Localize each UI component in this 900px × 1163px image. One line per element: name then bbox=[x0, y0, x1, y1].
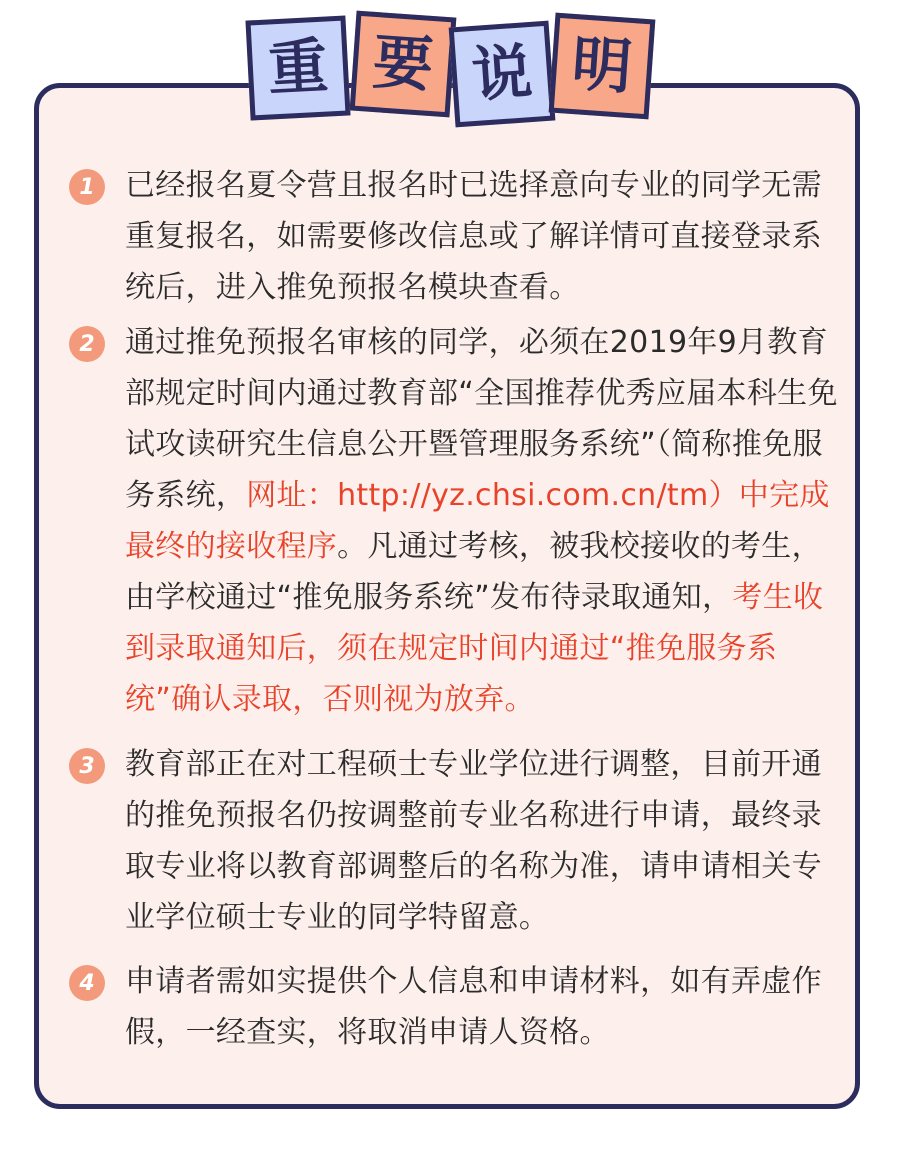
number-badge: 3 bbox=[69, 748, 105, 784]
item-text bbox=[125, 956, 845, 1058]
highlight-url-segment: 网址：http://yz.chsi.com.cn/tm）中完成最终的接收程序 bbox=[125, 478, 830, 564]
item-text bbox=[125, 160, 845, 313]
number-badge: 1 bbox=[69, 169, 105, 205]
item-text bbox=[125, 739, 845, 943]
item-text bbox=[125, 317, 845, 725]
number-badge: 2 bbox=[69, 326, 105, 362]
title-char-2: 要 bbox=[350, 11, 457, 118]
text-segment: 申请者需如实提供个人信息和申请材料，如有弄虚作假，一经查实，将取消申请人资格。 bbox=[125, 964, 822, 1050]
text-segment: 已经报名夏令营且报名时已选择意向专业的同学无需重复报名，如需要修改信息或了解详情可直接登录系统后，进入推免预报名模块查看。 bbox=[125, 168, 822, 305]
title-char-1: 重 bbox=[245, 15, 350, 120]
text-segment: 通过推免预报名审核的同学，必须在2019年9月教育部规定时间内通过教育部“全国推荐优秀应届本科生免试攻读研究生信息公开暨管理服务系统”（简称推免服务系统， bbox=[125, 325, 838, 513]
title-char-3: 说 bbox=[449, 21, 556, 128]
text-segment: 。凡通过考核，被我校接收的考生，由学校通过“推免服务系统”发布待录取通知， bbox=[125, 529, 822, 615]
number-badge: 4 bbox=[69, 965, 105, 1001]
highlight-warning-segment: 考生收到录取通知后，须在规定时间内通过“推免服务系统”确认录取，否则视为放弃。 bbox=[125, 580, 824, 717]
notice-card bbox=[34, 83, 860, 1109]
text-segment: 教育部正在对工程硕士专业学位进行调整，目前开通的推免预报名仍按调整前专业名称进行申请，最终录取专业将以教育部调整后的名称为准，请申请相关专业学位硕士专业的同学特留意。 bbox=[125, 747, 822, 935]
title-char-4: 明 bbox=[549, 13, 656, 120]
